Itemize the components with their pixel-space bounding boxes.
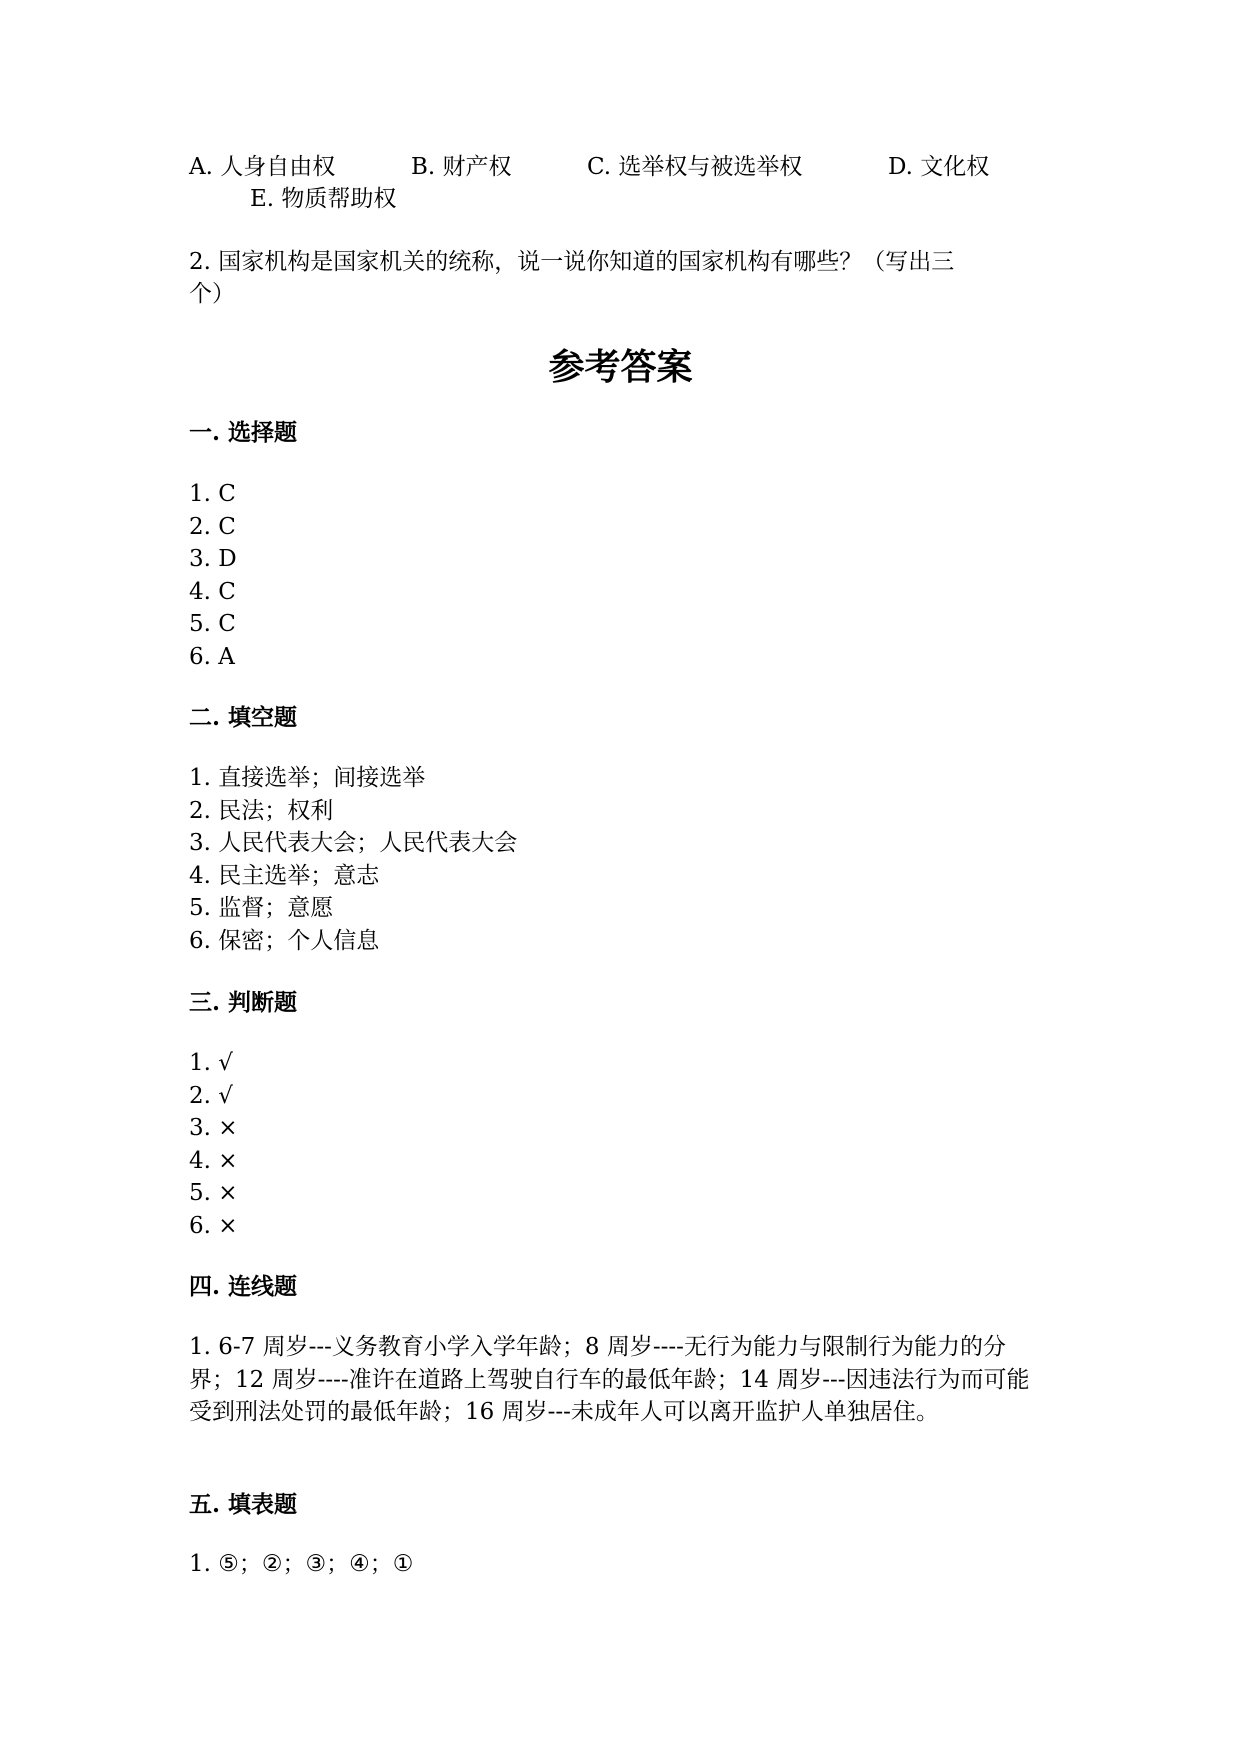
fill-answer: 2. 民法；权利 bbox=[189, 797, 334, 824]
section-heading-choice: 一. 选择题 bbox=[189, 419, 298, 446]
table-answer: 1. ⑤；②；③；④；① bbox=[189, 1551, 414, 1577]
judge-answer: 5. × bbox=[189, 1180, 238, 1206]
judge-answer: 3. × bbox=[189, 1115, 238, 1141]
choice-answer: 6. A bbox=[189, 643, 235, 670]
section-heading-judge: 三. 判断题 bbox=[189, 989, 298, 1016]
option-d: D. 文化权 bbox=[888, 154, 990, 180]
section-heading-fill: 二. 填空题 bbox=[189, 704, 298, 731]
section-heading-table: 五. 填表题 bbox=[189, 1491, 298, 1518]
choice-answer: 4. C bbox=[189, 578, 236, 605]
choice-answer: 2. C bbox=[189, 513, 236, 540]
table-answer-list bbox=[189, 1548, 413, 1581]
fill-answer: 3. 人民代表大会；人民代表大会 bbox=[189, 830, 518, 856]
judge-answer: 2. √ bbox=[189, 1082, 233, 1109]
judge-answer: 6. × bbox=[189, 1212, 238, 1239]
question-2-line-1: 2. 国家机构是国家机关的统称，说一说你知道的国家机构有哪些？（写出三 bbox=[189, 249, 955, 275]
choice-answer: 1. C bbox=[189, 481, 236, 507]
option-c: C. 选举权与被选举权 bbox=[587, 154, 803, 180]
fill-answer: 6. 保密；个人信息 bbox=[189, 927, 380, 954]
option-e: E. 物质帮助权 bbox=[250, 186, 397, 212]
choice-answer-list bbox=[189, 478, 237, 673]
fill-answer: 5. 监督；意愿 bbox=[189, 895, 334, 921]
option-b: B. 财产权 bbox=[411, 154, 512, 180]
answer-title: 参考答案 bbox=[548, 346, 693, 388]
judge-answer: 1. √ bbox=[189, 1050, 233, 1076]
choice-answer: 3. D bbox=[189, 546, 237, 572]
fill-answer: 4. 民主选举；意志 bbox=[189, 862, 380, 889]
match-answer-text: 1. 6-7 周岁---义务教育小学入学年龄；8 周岁----无行为能力与限制行为能力的分界；12 周岁----准许在道路上驾驶自行车的最低年龄；14 周岁---因违法行为而可能受到刑法处罚的最低年龄；16 周岁---未成年人可以离开监护人单独居住。 bbox=[189, 1334, 1030, 1425]
option-a: A. 人身自由权 bbox=[189, 154, 336, 180]
fill-answer: 1. 直接选举；间接选举 bbox=[189, 765, 426, 791]
judge-answer: 4. × bbox=[189, 1147, 238, 1174]
fill-answer-list bbox=[189, 762, 517, 957]
judge-answer-list bbox=[189, 1047, 238, 1242]
question-2-line-2: 个） bbox=[189, 281, 235, 307]
section-heading-match: 四. 连线题 bbox=[189, 1273, 298, 1300]
choice-answer: 5. C bbox=[189, 611, 236, 637]
